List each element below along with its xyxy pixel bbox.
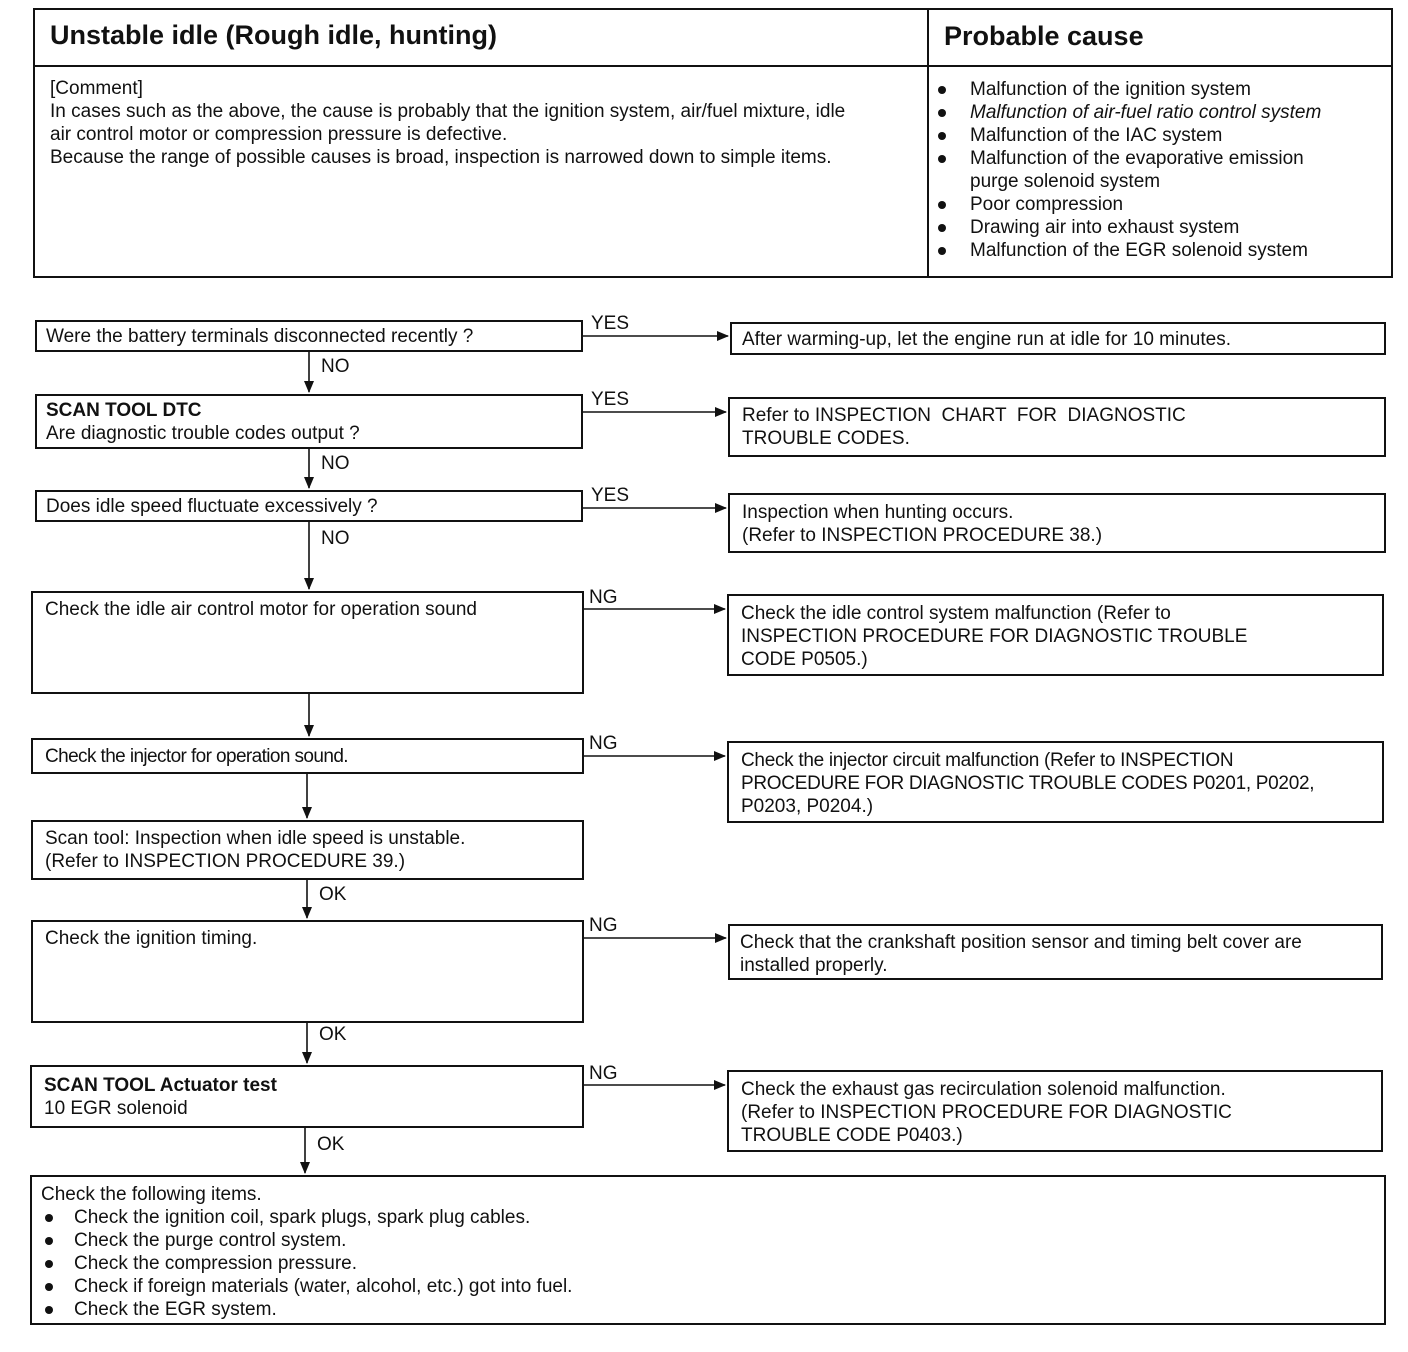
check-ignition-timing: [31, 920, 584, 1023]
ng-label: NG: [589, 587, 618, 608]
result-text: Check the injector circuit malfunction (Refer to INSPECTION: [741, 750, 1234, 771]
ok-label: OK: [317, 1134, 345, 1155]
step-title: SCAN TOOL Actuator test: [44, 1075, 277, 1096]
result-text: PROCEDURE FOR DIAGNOSTIC TROUBLE CODES P0201, P0202,: [741, 773, 1315, 794]
result-idle-control-malfunction: [727, 594, 1384, 676]
comment-line: air control motor or compression pressure is defective.: [50, 124, 508, 145]
comment-line: In cases such as the above, the cause is probably that the ignition system, air/fuel mixture, idle: [50, 101, 846, 122]
ng-label: NG: [589, 733, 618, 754]
result-text: (Refer to INSPECTION PROCEDURE FOR DIAGNOSTIC: [741, 1102, 1232, 1123]
result-text: Check the idle control system malfunction (Refer to: [741, 603, 1171, 624]
yes-label: YES: [591, 389, 630, 410]
result-injector-circuit: [727, 741, 1384, 823]
final-item: Check the compression pressure.: [41, 1252, 1375, 1275]
step-title: SCAN TOOL DTC: [46, 400, 202, 421]
result-warm-up: [730, 322, 1386, 355]
result-text: Refer to INSPECTION CHART FOR DIAGNOSTIC: [742, 405, 1186, 426]
step-text: Scan tool: Inspection when idle speed is unstable.: [45, 828, 466, 849]
check-injector-sound: [31, 738, 584, 774]
result-text: installed properly.: [740, 955, 888, 976]
step-text: Check the ignition timing.: [45, 928, 258, 949]
result-egr-solenoid: [727, 1070, 1383, 1152]
result-text: Check the exhaust gas recirculation solenoid malfunction.: [741, 1079, 1226, 1100]
comment-line: Because the range of possible causes is broad, inspection is narrowed down to simple items.: [50, 147, 832, 168]
probable-cause-title: Probable cause: [944, 21, 1144, 51]
result-text: (Refer to INSPECTION PROCEDURE 38.): [742, 525, 1103, 546]
final-check-items: [30, 1175, 1386, 1325]
step-text: Check the idle air control motor for operation sound: [45, 599, 477, 620]
result-crankshaft-sensor: [728, 924, 1383, 980]
step-text: Are diagnostic trouble codes output ?: [46, 423, 360, 444]
result-dtc-chart: [728, 397, 1386, 457]
decision-battery-terminals: [35, 320, 583, 352]
result-text: TROUBLE CODE P0403.): [741, 1125, 963, 1146]
result-text: P0203, P0204.): [741, 796, 874, 817]
yes-label: YES: [591, 485, 630, 506]
result-text: CODE P0505.): [741, 649, 868, 670]
result-text: Check that the crankshaft position sensor and timing belt cover are: [740, 932, 1302, 953]
step-text: 10 EGR solenoid: [44, 1098, 188, 1119]
check-actuator-test: [30, 1065, 584, 1128]
check-iac-motor: [31, 591, 584, 694]
cause-item: Drawing air into exhaust system: [930, 216, 1385, 239]
page-title: Unstable idle (Rough idle, hunting): [50, 20, 497, 50]
no-label: NO: [321, 528, 350, 549]
step-text: Does idle speed fluctuate excessively ?: [46, 496, 378, 517]
result-text: INSPECTION PROCEDURE FOR DIAGNOSTIC TROUBLE: [741, 626, 1248, 647]
comment-label: [Comment]: [50, 78, 143, 99]
no-label: NO: [321, 453, 350, 474]
ng-label: NG: [589, 915, 618, 936]
final-item: Check the ignition coil, spark plugs, spark plug cables.: [41, 1206, 1375, 1229]
final-item: Check the purge control system.: [41, 1229, 1375, 1252]
yes-label: YES: [591, 313, 630, 334]
result-text: TROUBLE CODES.: [742, 428, 910, 449]
final-intro: Check the following items.: [41, 1184, 262, 1205]
cause-item: Malfunction of the EGR solenoid system: [930, 239, 1385, 262]
cause-item: Malfunction of the IAC system: [930, 124, 1385, 147]
final-item: Check if foreign materials (water, alcohol, etc.) got into fuel.: [41, 1275, 1375, 1298]
step-text: (Refer to INSPECTION PROCEDURE 39.): [45, 851, 406, 872]
cause-item: Malfunction of the evaporative emission: [930, 147, 1385, 170]
step-text: Were the battery terminals disconnected recently ?: [46, 326, 474, 347]
ok-label: OK: [319, 1024, 347, 1045]
cause-item: Malfunction of air-fuel ratio control system: [930, 101, 1385, 124]
ok-label: OK: [319, 884, 347, 905]
result-hunting: [728, 493, 1386, 553]
cause-item-continued: purge solenoid system: [970, 171, 1161, 192]
final-item: Check the EGR system.: [41, 1298, 1375, 1321]
step-text: Check the injector for operation sound.: [45, 746, 348, 767]
ng-label: NG: [589, 1063, 618, 1084]
decision-idle-fluctuate: [35, 490, 583, 522]
cause-item: Malfunction of the ignition system: [930, 78, 1385, 101]
no-label: NO: [321, 356, 350, 377]
result-text: After warming-up, let the engine run at idle for 10 minutes.: [742, 329, 1231, 350]
cause-item: Poor compression: [930, 193, 1385, 216]
final-item-list: [41, 1206, 1375, 1321]
result-text: Inspection when hunting occurs.: [742, 502, 1014, 523]
decision-scan-tool-dtc: [35, 394, 583, 449]
check-scan-tool-unstable: [31, 820, 584, 880]
